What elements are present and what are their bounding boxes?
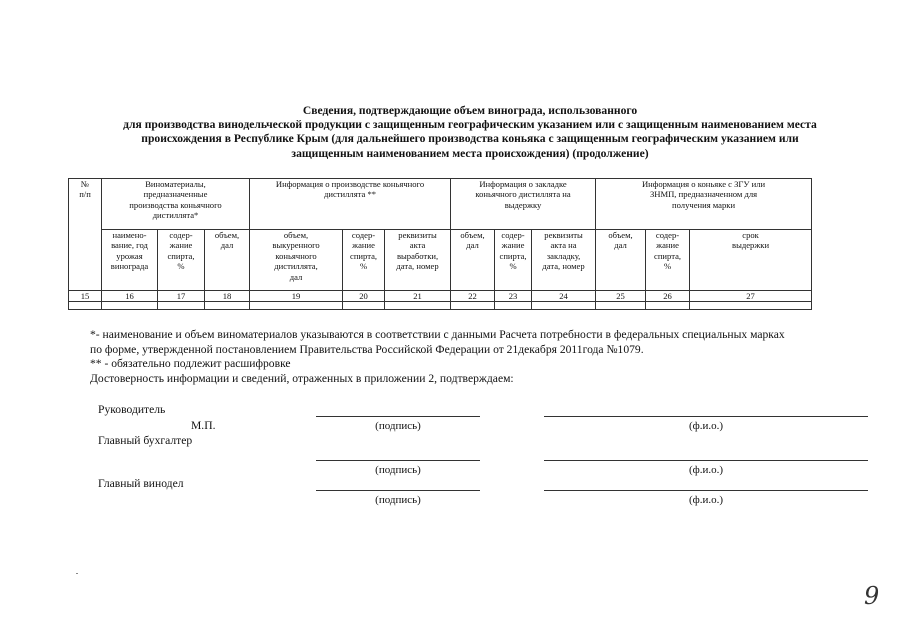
header-cell-num [69, 179, 102, 291]
title-line: происхождения в Республике Крым (для дальнейшего производства коньяка с защищенным географическим указанием или [141, 132, 799, 146]
subheader-text: дал [466, 240, 479, 251]
empty-cell [205, 302, 250, 310]
header-text: ЗНМП, предназначенном для [649, 189, 758, 200]
empty-cell [385, 302, 451, 310]
name-line [544, 460, 868, 461]
page-number-handwritten: 9 [864, 582, 880, 610]
subheader-text: объем, [460, 230, 485, 240]
document-title [80, 104, 860, 161]
header-text: Информация о коньяке с ЗГУ или [641, 179, 766, 189]
subheader-text: акта на [550, 240, 577, 251]
subheader-text: содер- [501, 230, 525, 240]
subheader-text: винограда [110, 261, 149, 272]
column-number: 22 [451, 291, 495, 302]
title-line: защищенным наименованием места происхождения) (продолжение) [291, 146, 649, 160]
column-number: 21 [385, 291, 451, 302]
subheader-text: содер- [351, 230, 376, 240]
subheader-text: жание [656, 240, 679, 251]
header-cell-aging [451, 179, 596, 230]
subheader-text: спирта, [654, 250, 682, 261]
subheader-text: наимено- [112, 230, 147, 240]
subheader-cell-23 [495, 230, 532, 291]
header-text: Виноматериалы, [145, 179, 206, 189]
title-line: для производства винодельческой продукции с защищенным географическим указанием или с защищенным наименованием места [123, 118, 817, 132]
column-number: 17 [158, 291, 205, 302]
subheader-text: дал [614, 240, 627, 251]
header-text: № [80, 179, 90, 189]
empty-cell [250, 302, 343, 310]
subheader-cell-24 [532, 230, 596, 291]
signature-line [316, 490, 480, 491]
signer-winemaker-label: Главный винодел [98, 477, 184, 490]
subheader-cell-16 [102, 230, 158, 291]
header-cell-wine-materials [102, 179, 250, 230]
subheader-cell-18 [205, 230, 250, 291]
subheader-text: закладку, [546, 250, 581, 261]
subheader-text: урожая [116, 250, 143, 261]
signer-head-label: Руководитель [98, 403, 166, 416]
subheader-text: выдержки [732, 240, 770, 251]
subheader-cell-19 [250, 230, 343, 291]
subheader-cell-17 [158, 230, 205, 291]
header-text: коньячного дистиллята на [475, 189, 571, 200]
empty-cell [690, 302, 812, 310]
header-text: дистиллята* [152, 210, 199, 221]
name-caption: (ф.и.о.) [688, 494, 724, 506]
subheader-text: дата, номер [542, 261, 585, 272]
column-number: 27 [690, 291, 812, 302]
subheader-cell-20 [343, 230, 385, 291]
header-cell-brandy [596, 179, 812, 230]
footnote-line: по форме, утвержденной постановлением Правительства Российской Федерации от 21декабря 2011года №1079. [90, 342, 644, 356]
empty-cell [596, 302, 646, 310]
header-text: выдержку [504, 199, 542, 210]
subheader-text: содер- [655, 230, 680, 240]
subheader-text: реквизиты [544, 230, 583, 240]
header-text: дистиллята ** [323, 189, 377, 200]
name-line [544, 416, 868, 417]
signature-line [316, 460, 480, 461]
empty-cell [343, 302, 385, 310]
scan-speck [76, 573, 78, 574]
empty-cell [102, 302, 158, 310]
subheader-text: акта [409, 240, 426, 251]
subheader-text: коньячного [275, 250, 317, 261]
subheader-text: % [177, 261, 185, 272]
column-number: 18 [205, 291, 250, 302]
column-number: 20 [343, 291, 385, 302]
title-line: Сведения, подтверждающие объем винограда, использованного [302, 104, 638, 117]
footnotes [90, 328, 865, 386]
empty-cell [646, 302, 690, 310]
subheader-text: спирта, [167, 250, 195, 261]
footnote-line: *- наименование и объем виноматериалов указываются в соответствии с данными Расчета потребности в федеральных специальных марках [90, 328, 785, 341]
column-number: 15 [69, 291, 102, 302]
signature-caption: (подпись) [375, 464, 421, 476]
column-number: 24 [532, 291, 596, 302]
signature-line [316, 416, 480, 417]
subheader-text: объем, [608, 230, 633, 240]
header-text: производства коньячного [129, 199, 222, 210]
subheader-text: объем, [214, 230, 240, 240]
column-number-row [69, 291, 812, 302]
confirmation-line: Достоверность информации и сведений, отраженных в приложении 2, подтверждаем: [90, 371, 514, 385]
signer-accountant-label: Главный бухгалтер [98, 434, 193, 447]
column-number: 19 [250, 291, 343, 302]
subheader-text: вание, год [111, 240, 148, 251]
subheader-text: выкуренного [272, 240, 320, 251]
subheader-cell-21 [385, 230, 451, 291]
column-number: 23 [495, 291, 532, 302]
subheader-text: жание [169, 240, 193, 251]
subheader-text: % [509, 261, 517, 272]
subheader-cell-27 [690, 230, 812, 291]
stamp-label: М.П. [191, 419, 216, 432]
subheader-text: дал [220, 240, 234, 251]
empty-cell [158, 302, 205, 310]
table-empty-row [69, 302, 812, 310]
column-number: 25 [596, 291, 646, 302]
subheader-text: объем, [283, 230, 309, 240]
empty-cell [451, 302, 495, 310]
header-text: предназначенные [143, 189, 208, 200]
empty-cell [69, 302, 102, 310]
name-line [544, 490, 868, 491]
data-table [68, 178, 812, 310]
column-number: 16 [102, 291, 158, 302]
header-text: Информация о закладке [479, 179, 567, 189]
subheader-text: срок [742, 230, 759, 240]
subheader-text: % [359, 261, 368, 272]
subheader-text: выработки, [396, 250, 439, 261]
subheader-text: % [663, 261, 672, 272]
signature-caption: (подпись) [375, 494, 421, 506]
subheader-text: жание [501, 240, 525, 251]
table-header-row [69, 179, 812, 230]
subheader-text: дистиллята, [274, 261, 318, 272]
subheader-text: реквизиты [398, 230, 437, 240]
header-text: Информация о производстве коньячного [275, 179, 425, 189]
subheader-text: спирта, [499, 250, 527, 261]
name-caption: (ф.и.о.) [688, 420, 724, 432]
subheader-text: спирта, [350, 250, 378, 261]
subheader-text: дата, номер [396, 261, 439, 272]
table-subheader-row [69, 230, 812, 291]
subheader-cell-25 [596, 230, 646, 291]
subheader-cell-22 [451, 230, 495, 291]
subheader-text: дал [289, 271, 303, 282]
subheader-text: жание [352, 240, 375, 251]
name-caption: (ф.и.о.) [688, 464, 724, 476]
signature-caption: (подпись) [375, 420, 421, 432]
header-text: п/п [79, 189, 91, 200]
footnote-line: ** - обязательно подлежит расшифровке [90, 357, 291, 371]
empty-cell [532, 302, 596, 310]
empty-cell [495, 302, 532, 310]
subheader-text: содер- [169, 230, 193, 240]
subheader-cell-26 [646, 230, 690, 291]
header-cell-distillate-production [250, 179, 451, 230]
header-text: получения марки [672, 199, 736, 210]
column-number: 26 [646, 291, 690, 302]
